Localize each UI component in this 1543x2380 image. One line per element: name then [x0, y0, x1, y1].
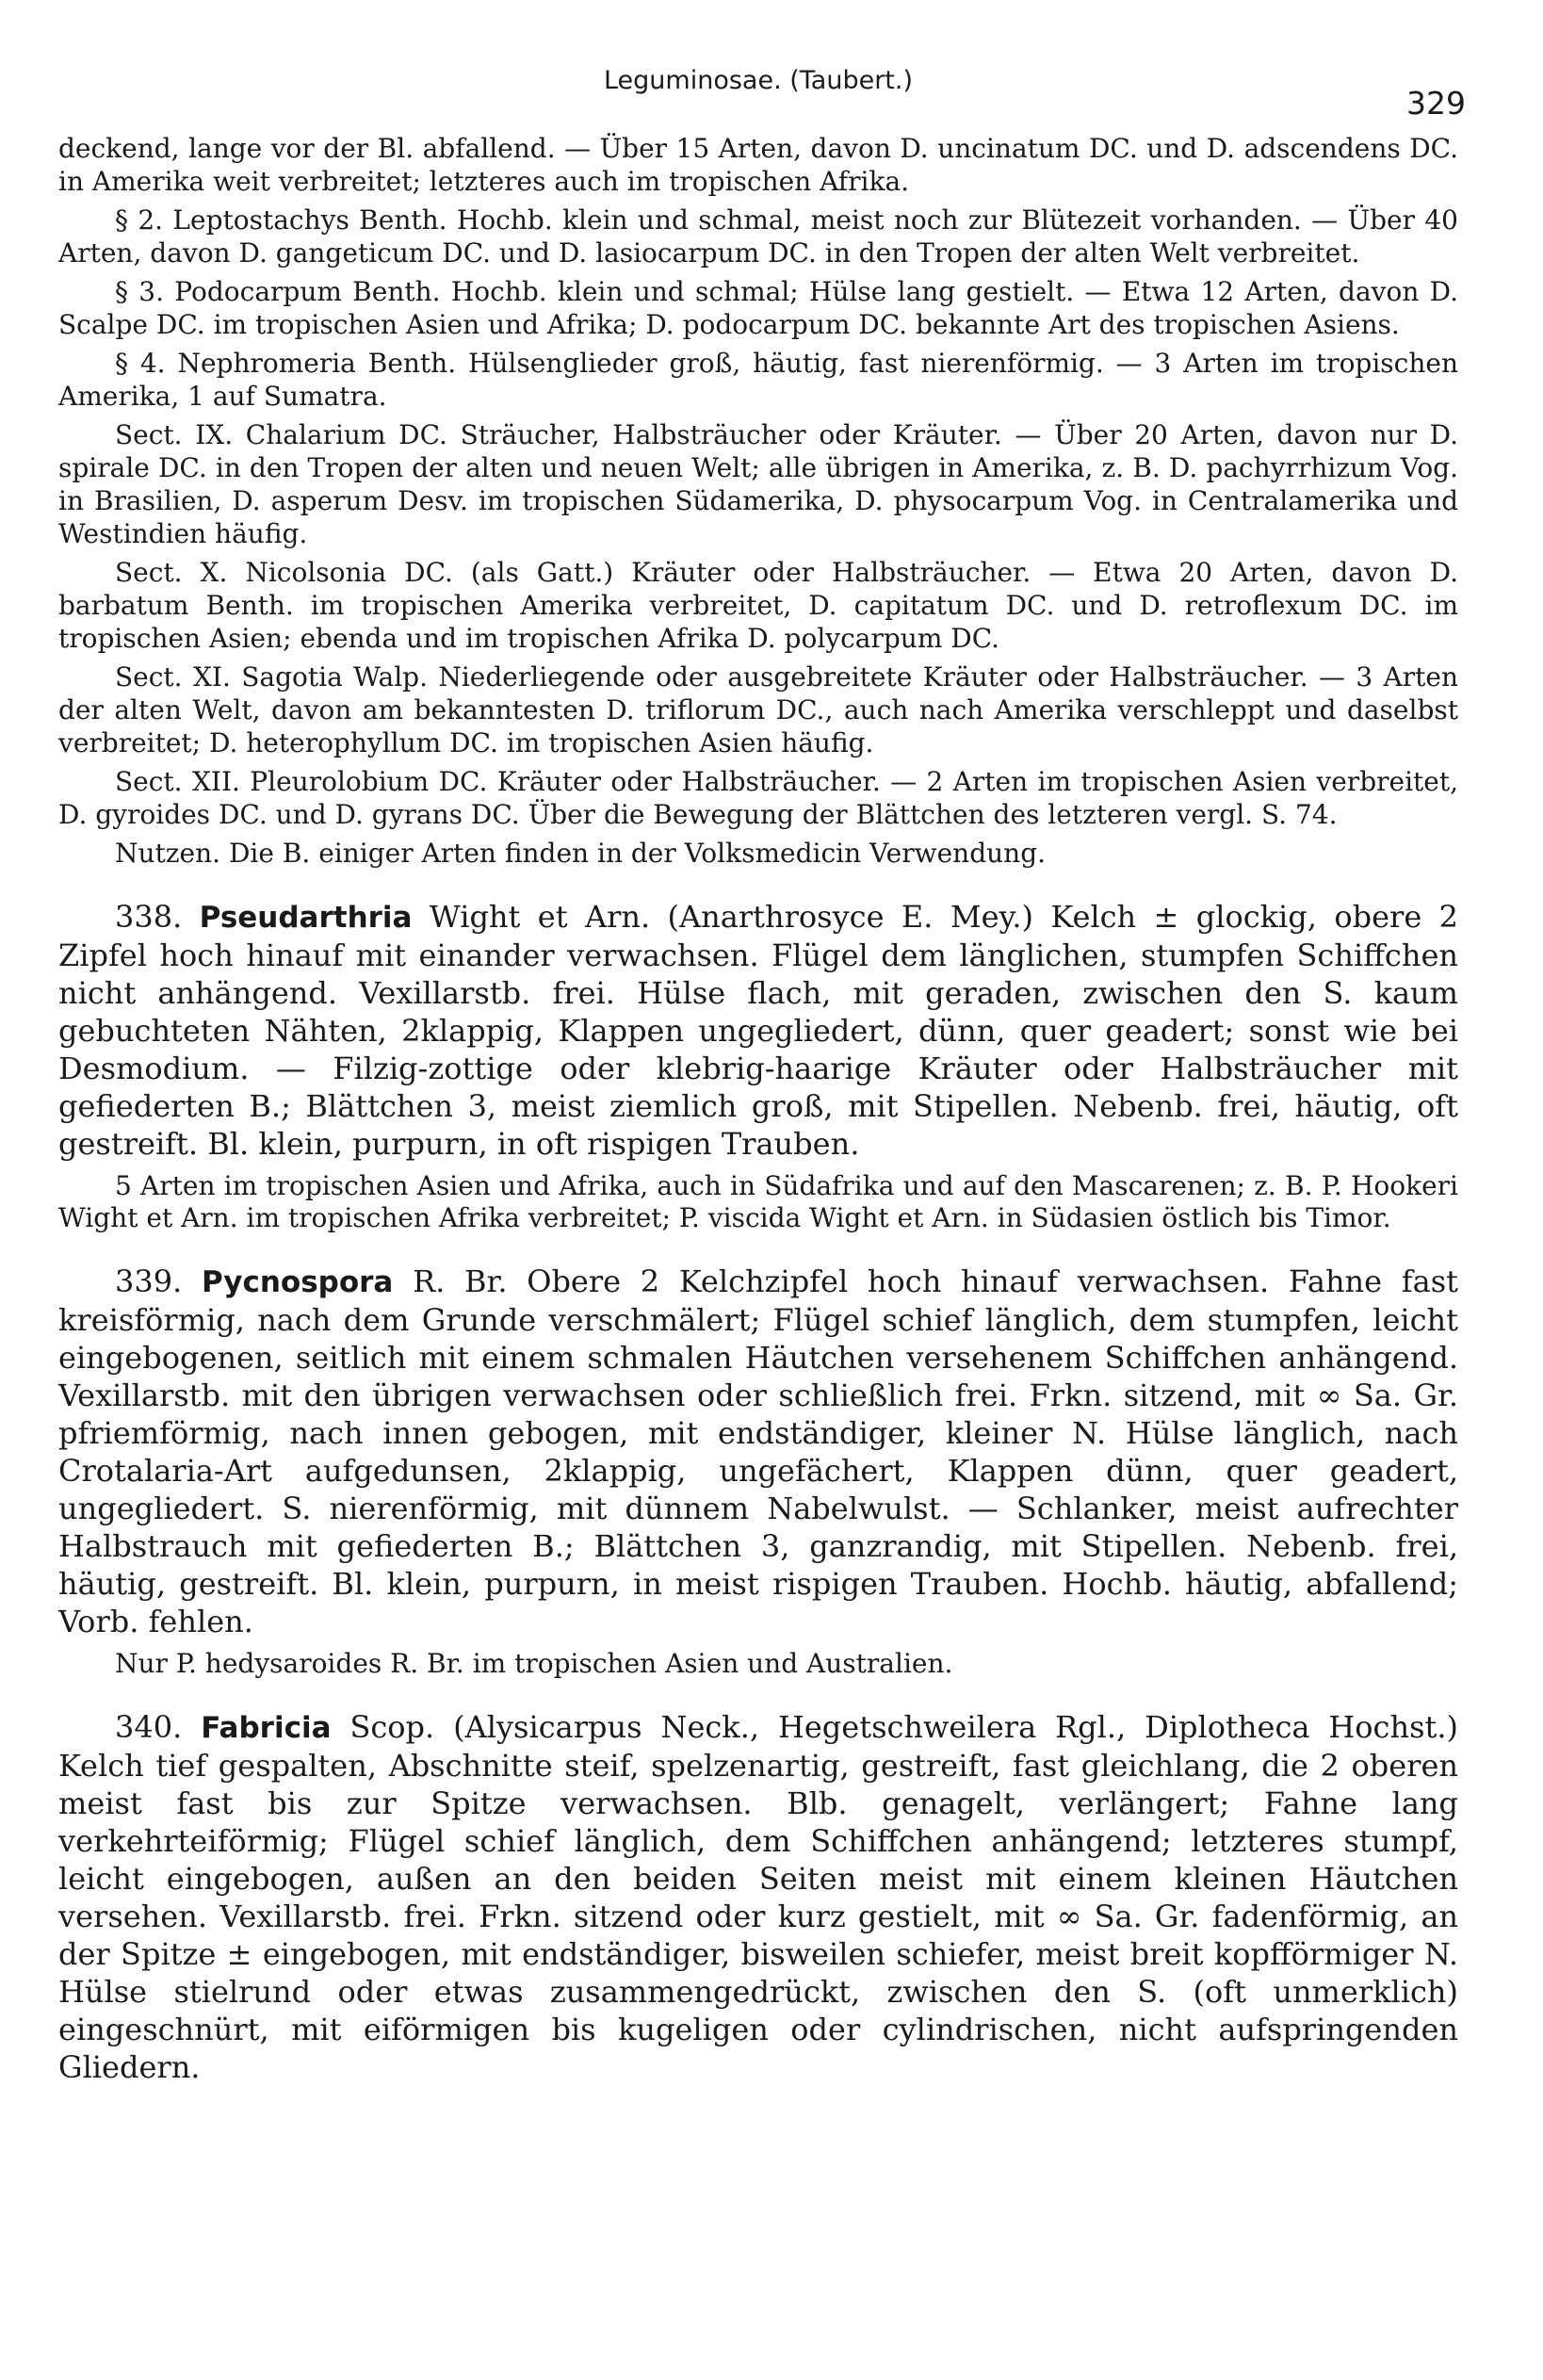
genus-338: [58, 898, 1458, 1234]
genus-description: Kelch tief gespalten, Abschnitte steif, spelzenartig, gestreift, fast gleichlang, die 2 oberen meist fast bis zur Spitze verwachsen. Blb. genagelt, verlängert; Fahne lang verkehrteiförmig; Flügel schief länglich, dem Schiffchen anhängend; letzteres stumpf, leicht eingebogen, außen an den beiden Seiten meist mit einem kleinen Häutchen versehen. Vexillarstb. frei. Frkn. sitzend oder kurz gestielt, mit ∞ Sa. Gr. fadenförmig, an der Spitze ± eingebogen, mit endständiger, bisweilen schiefer, meist breit kopfförmiger N. Hülse stielrund oder etwas zusammengedrückt, zwischen den S. (oft unmerklich) eingeschnürt, mit eiförmigen bis kugeligen oder cylindrischen, nicht aufspringenden Gliedern.: [58, 1748, 1458, 2085]
genus-description: Obere 2 Kelchzipfel hoch hinauf verwachsen. Fahne fast kreisförmig, nach dem Grunde verschmälert; Flügel schief länglich, dem stumpfen, leicht eingebogenen, seitlich mit einem schmalen Häutchen versehenem Schiffchen anhängend. Vexillarstb. mit den übrigen verwachsen oder schließlich frei. Frkn. sitzend, mit ∞ Sa. Gr. pfriemförmig, nach innen gebogen, mit endständiger, kleiner N. Hülse länglich, nach Crotalaria-Art aufgedunsen, 2klappig, ungefächert, Klappen dünn, quer geadert, ungegliedert. S. nierenförmig, mit dünnem Nabelwulst. — Schlanker, meist aufrechter Halbstrauch mit gefiederten B.; Blättchen 3, ganzrandig, mit Stipellen. Nebenb. frei, häutig, gestreift. Bl. klein, purpurn, in meist rispigen Trauben. Hochb. häutig, abfallend; Vorb. fehlen.: [58, 1263, 1459, 1639]
desmodium-continuation: [58, 132, 1458, 870]
genus-entry: [58, 1263, 1458, 1640]
genus-entry: [58, 898, 1458, 1163]
genus-340: [58, 1708, 1458, 2086]
paragraph: deckend, lange vor der Bl. abfallend. — Über 15 Arten, davon D. uncinatum DC. und D. adscendens DC. in Amerika weit verbreitet; letzteres auch im tropischen Afrika.: [58, 133, 1458, 197]
species-note: Nur P. hedysaroides R. Br. im tropischen Asien und Australien.: [115, 1648, 953, 1679]
genus-number: 339.: [115, 1263, 183, 1299]
paragraph: Nutzen. Die B. einiger Arten finden in der Volksmedicin Verwendung.: [115, 838, 1047, 869]
genus-number: 340.: [115, 1709, 183, 1745]
paragraph: § 2. Leptostachys Benth. Hochb. klein und schmal, meist noch zur Blütezeit vorhanden. — Über 40 Arten, davon D. gangeticum DC. und D. lasiocarpum DC. in den Tropen der alten Welt verbreitet.: [58, 204, 1458, 269]
paragraph: § 4. Nephromeria Benth. Hülsenglieder groß, häutig, fast nierenförmig. — 3 Arten im tropischen Amerika, 1 auf Sumatra.: [58, 348, 1458, 412]
paragraph: Sect. IX. Chalarium DC. Sträucher, Halbsträucher oder Kräuter. — Über 20 Arten, davon nur D. spirale DC. in den Tropen der alten und neuen Welt; alle übrigen in Amerika, z. B. D. pachyrrhizum Vog. in Brasilien, D. asperum Desv. im tropischen Südamerika, D. physocarpum Vog. in Centralamerika und Westindien häufig.: [58, 419, 1458, 549]
genus-author: Wight et Arn. (Anarthrosyce E. Mey.): [429, 899, 1034, 935]
page-number: 329: [1406, 85, 1466, 122]
genus-entry: [58, 1708, 1458, 2086]
genus-author: R. Br.: [413, 1263, 508, 1299]
genus-name: Pycnospora: [201, 1265, 394, 1299]
genus-name: Pseudarthria: [199, 901, 413, 935]
paragraph: Sect. XI. Sagotia Walp. Niederliegende oder ausgebreitete Kräuter oder Halbsträucher. — 3 Arten der alten Welt, davon am bekanntesten D. triflorum DC., auch nach Amerika verschleppt und daselbst verbreitet; D. heterophyllum DC. im tropischen Asien häufig.: [58, 661, 1458, 758]
paragraph: Sect. X. Nicolsonia DC. (als Gatt.) Kräuter oder Halbsträucher. — Etwa 20 Arten, davon D. barbatum Benth. im tropischen Amerika verbreitet, D. capitatum DC. und D. retroflexum DC. im tropischen Asien; ebenda und im tropischen Afrika D. polycarpum DC.: [58, 557, 1458, 654]
running-head: Leguminosae. (Taubert.): [603, 66, 914, 95]
genus-339: [58, 1263, 1458, 1680]
species-note: 5 Arten im tropischen Asien und Afrika, auch in Südafrika und auf den Mascarenen; z. B. P. Hookeri Wight et Arn. im tropischen Afrika verbreitet; P. viscida Wight et Arn. in Südasien östlich bis Timor.: [58, 1170, 1458, 1233]
paragraph: § 3. Podocarpum Benth. Hochb. klein und schmal; Hülse lang gestielt. — Etwa 12 Arten, davon D. Scalpe DC. im tropischen Asien und Afrika; D. podocarpum DC. bekannte Art des tropischen Asiens.: [58, 276, 1458, 340]
genus-number: 338.: [115, 899, 183, 935]
genus-author: Scop. (Alysicarpus Neck., Hegetschweilera Rgl., Diplotheca Hochst.): [349, 1709, 1459, 1745]
paragraph: Sect. XII. Pleurolobium DC. Kräuter oder Halbsträucher. — 2 Arten im tropischen Asien verbreitet, D. gyroides DC. und D. gyrans DC. Über die Bewegung der Blättchen des letzteren vergl. S. 74.: [58, 766, 1458, 830]
genus-description: Kelch ± glockig, obere 2 Zipfel hoch hinauf mit einander verwachsen. Flügel dem länglichen, stumpfen Schiffchen nicht anhängend. Vexillarstb. frei. Hülse flach, mit geraden, zwischen den S. kaum gebuchteten Nähten, 2klappig, Klappen ungegliedert, dünn, quer geadert; sonst wie bei Desmodium. — Filzig-zottige oder klebrig-haarige Kräuter oder Halbsträucher mit gefiederten B.; Blättchen 3, meist ziemlich groß, mit Stipellen. Nebenb. frei, häutig, oft gestreift. Bl. klein, purpurn, in oft rispigen Trauben.: [58, 899, 1458, 1162]
page-header: [58, 38, 1466, 132]
genus-name: Fabricia: [201, 1711, 332, 1745]
